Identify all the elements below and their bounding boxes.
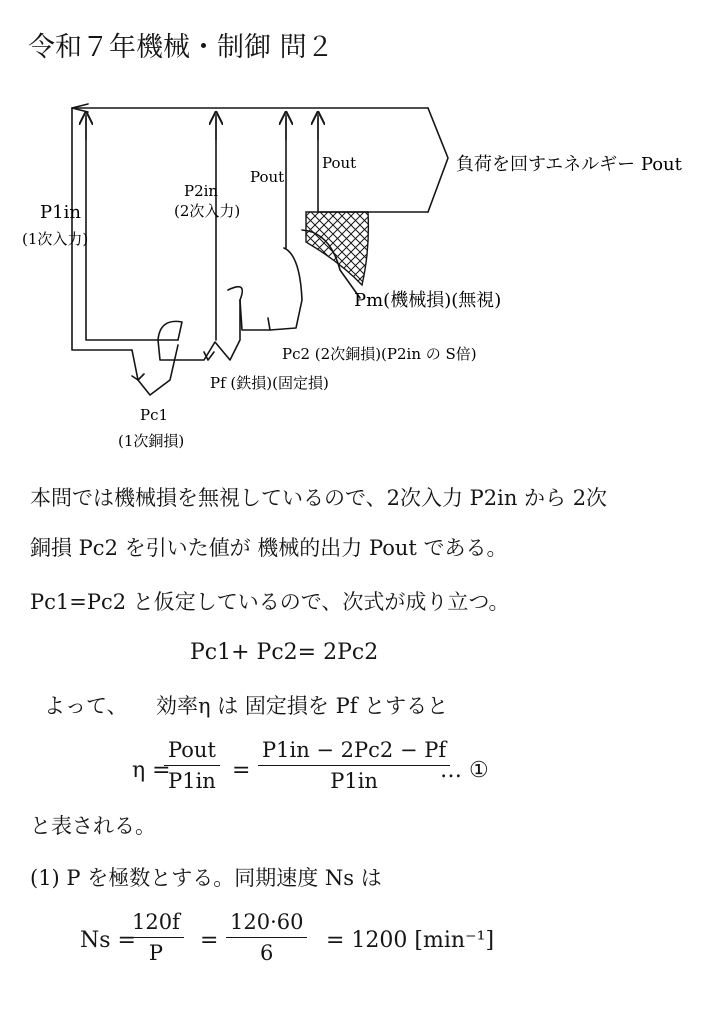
pf-loss-branch [158, 300, 240, 360]
pout-label-a: Pout [250, 168, 285, 186]
eta-frac1-denominator: P1in [168, 769, 216, 794]
ns-lhs: Ns = [80, 928, 136, 953]
pc1-loss-branch [132, 345, 178, 395]
para4: と表される。 [30, 814, 156, 838]
question-1: (1) P を極数とする。同期速度 Ns は [30, 866, 382, 890]
equation-ref-1: … ① [440, 758, 489, 783]
page-title: 令和７年機械・制御 問２ [28, 32, 334, 63]
p1in-label: P1in [40, 202, 81, 223]
para2: Pc1=Pc2 と仮定しているので、次式が成り立つ。 [30, 590, 510, 614]
para1-line1: 本問では機械損を無視しているので、2次入力 P2in から 2次 [30, 486, 608, 510]
ns-result: = 1200 [min⁻¹] [326, 928, 495, 953]
ns-frac2-denominator: 6 [260, 941, 274, 966]
ns-equals: = [200, 928, 219, 953]
eta-lhs: η = [132, 758, 171, 783]
p2in-note: (2次入力) [174, 202, 241, 220]
eta-fraction-1 [164, 738, 220, 793]
p2in-label: P2in [184, 182, 219, 200]
pc2-label: Pc2 (2次銅損)(P2in の S倍) [282, 345, 477, 363]
eta-frac1-numerator: Pout [168, 738, 216, 762]
p1in-note: (1次入力) [22, 230, 89, 248]
ns-frac2-numerator: 120·60 [230, 910, 304, 934]
ns-fraction-1 [128, 910, 184, 965]
ns-frac1-denominator: P [148, 941, 163, 966]
power-flow-diagram [0, 0, 724, 470]
ns-fraction-2 [226, 910, 307, 965]
pc1-note: (1次銅損) [118, 432, 185, 450]
para1-line2: 銅損 Pc2 を引いた値が 機械的出力 Pout である。 [30, 536, 508, 560]
load-energy-label: 負荷を回すエネルギー Pout [456, 154, 682, 175]
eta-frac2-numerator: P1in − 2Pc2 − Pf [262, 738, 447, 762]
eta-fraction-2 [258, 738, 450, 793]
pout-label-b: Pout [322, 154, 357, 172]
pm-hatched-region [306, 212, 368, 285]
para3-efficiency: 効率η は 固定損を Pf とすると [156, 694, 449, 718]
output-arrow-head [428, 108, 448, 212]
para3-prefix: よって、 [44, 694, 128, 718]
pf-label: Pf (鉄損)(固定損) [210, 374, 329, 392]
pm-label: Pm(機械損)(無視) [354, 290, 502, 311]
pc2-loss-branch [240, 248, 302, 330]
pc1-label: Pc1 [140, 406, 169, 424]
equation-pc-sum: Pc1+ Pc2= 2Pc2 [190, 640, 379, 665]
eta-frac2-denominator: P1in [330, 769, 378, 794]
eta-equals: = [232, 758, 251, 783]
ns-frac1-numerator: 120f [132, 910, 180, 934]
